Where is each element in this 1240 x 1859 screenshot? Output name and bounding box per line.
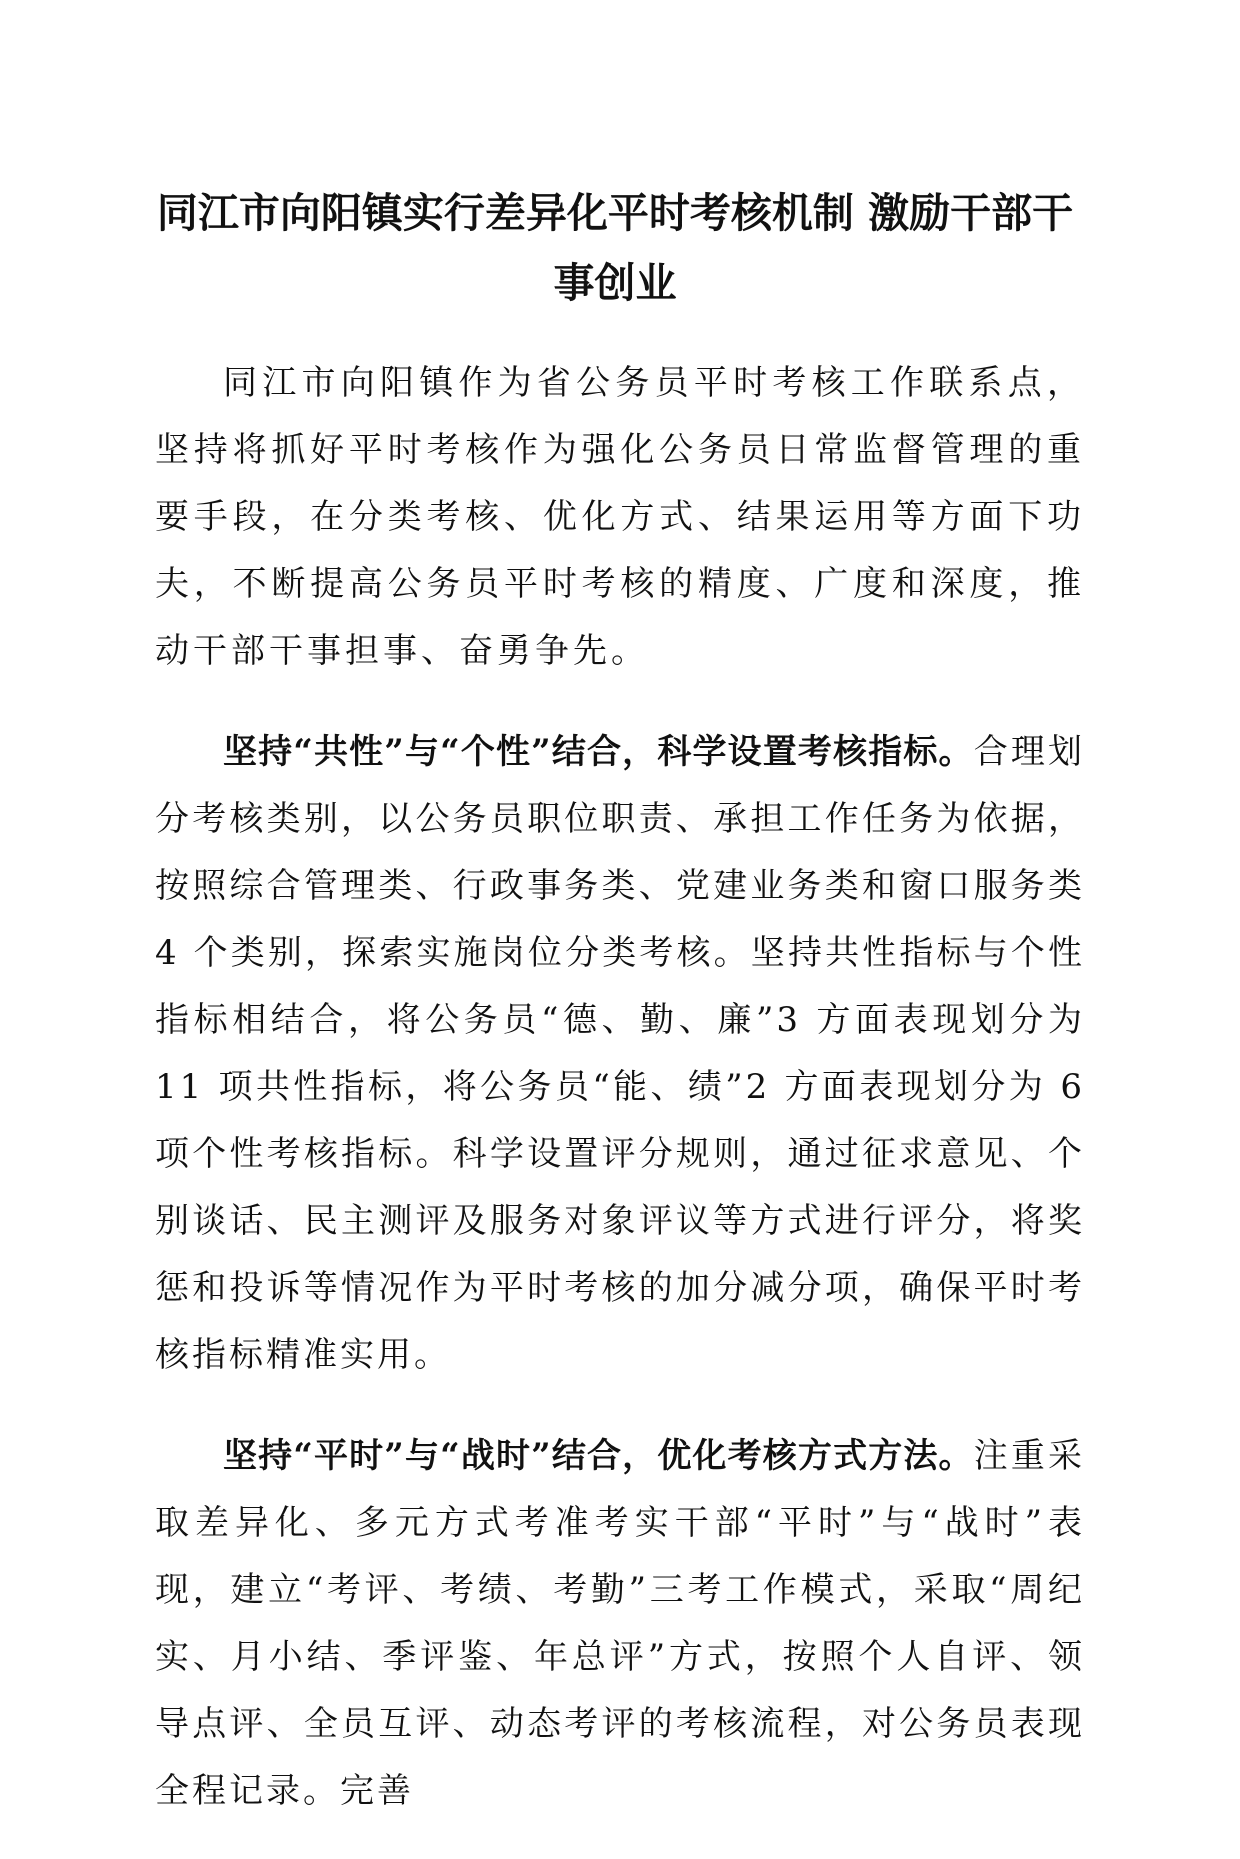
section-text-methods: 注重采取差异化、多元方式考准考实干部“平时”与“战时”表现，建立“考评、考绩、考勤”三考工作模式，采取“周纪实、月小结、季评鉴、年总评”方式，按照个人自评、领导点评、全员互评、动态考评的考核流程，对公务员表现全程记录。完善 [155,1436,1086,1811]
section-paragraph-indicators [155,719,1085,1389]
document-body [155,350,1085,1859]
intro-paragraph [155,350,1085,685]
section-paragraph-methods [155,1423,1085,1825]
document-title: 同江市向阳镇实行差异化平时考核机制 激励干部干事创业 [156,189,1074,307]
section-heading-indicators: 坚持“共性”与“个性”结合，科学设置考核指标。 [223,732,974,772]
section-text-indicators: 合理划分考核类别，以公务员职位职责、承担工作任务为依据，按照综合管理类、行政事务类、党建业务类和窗口服务类 4 个类别，探索实施岗位分类考核。坚持共性指标与个性指标相结合，将公务员“德、勤、廉”3 方面表现划分为 11 项共性指标，将公务员“能、绩”2 方面表现划分为 6 项个性考核指标。科学设置评分规则，通过征求意见、个别谈话、民主测评及服务对象评议等方式进行评分，将奖惩和投诉等情况作为平时考核的加分减分项，确保平时考核指标精准实用。 [155,732,1086,1375]
intro-paragraph-text: 同江市向阳镇作为省公务员平时考核工作联系点，坚持将抓好平时考核作为强化公务员日常监督管理的重要手段，在分类考核、优化方式、结果运用等方面下功夫，不断提高公务员平时考核的精度、广度和深度，推动干部干事担事、奋勇争先。 [155,363,1085,671]
section-heading-methods: 坚持“平时”与“战时”结合，优化考核方式方法。 [223,1436,974,1476]
